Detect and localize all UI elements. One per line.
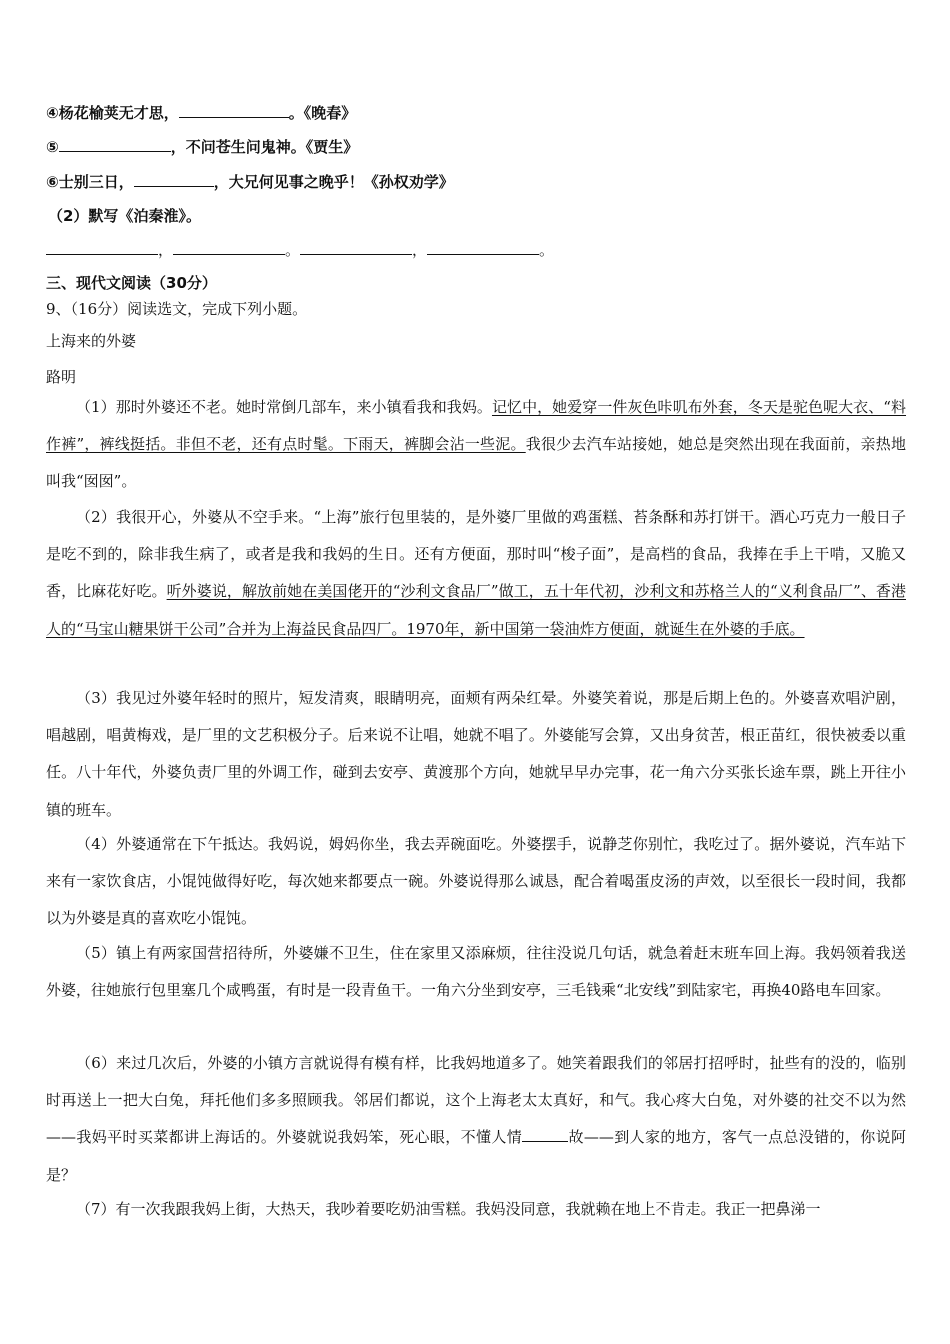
item-number: ⑤ (46, 138, 59, 156)
item-number: ④ (46, 104, 59, 122)
article-title: 上海来的外婆 (46, 332, 137, 350)
paragraph-text: 我很少去汽车站接她，她总是突然出现在我面前，亲热地叫我“囡囡”。 (46, 435, 906, 491)
article-paragraph-6 (46, 1045, 906, 1194)
article-paragraph-2 (46, 499, 906, 648)
article-paragraph-1 (46, 389, 906, 501)
item-text-post: ，不问苍生问鬼神。《贾生》 (170, 138, 359, 156)
comma: ， (412, 241, 428, 259)
answer-blank[interactable] (427, 240, 539, 255)
answer-blank[interactable] (59, 137, 171, 152)
answer-blank[interactable] (46, 240, 158, 255)
article-paragraph-4: （4）外婆通常在下午抵达。我妈说，姆妈你坐，我去弄碗面吃。外婆摆手，说静芝你别忙，我吃过了。据外婆说，汽车站下来有一家饮食店，小馄饨做得好吃，每次她来都要点一碗。外婆说得那么诚恳，配合着喝蛋皮汤的声效，以至很长一段时间，我都以为外婆是真的喜欢吃小馄饨。 (46, 835, 906, 928)
period: 。 (539, 241, 555, 259)
paragraph-text: （2）我很开心，外婆从不空手来。“上海”旅行包里装的，是外婆厂里做的鸡蛋糕、苔条酥和苏打饼干。酒心巧克力一般日子是吃不到的，除非我生病了，或者是我和我妈的生日。还有方便面，那时叫“梭子面”，是高档的食品，我捧在手上干啃，又脆又香，比麻花好吃。 (46, 508, 906, 601)
item-text-pre: 杨花榆荚无才思， (58, 104, 179, 122)
section-heading: 三、现代文阅读（30分） (46, 274, 217, 292)
answer-blank[interactable] (179, 103, 289, 118)
item-text-post: 。《晚春》 (288, 104, 357, 122)
answer-blank[interactable] (173, 240, 285, 255)
comma: ， (158, 241, 174, 259)
paragraph-text: （1）那时外婆还不老。她时常倒几部车，来小镇看我和我妈。 (76, 398, 492, 416)
article-paragraph-5: （5）镇上有两家国营招待所，外婆嫌不卫生，住在家里又添麻烦，往往没说几句话，就急着赶末班车回上海。我妈领着我送外婆，往她旅行包里塞几个咸鸭蛋，有时是一段青鱼干。一角六分坐到安亭，三毛钱乘“北安线”到陆家宅，再换40路电车回家。 (46, 944, 906, 1000)
item-text-post: ，大兄何见事之晚乎！《孙权劝学》 (213, 173, 454, 191)
recite-item-4 (46, 102, 356, 123)
underlined-sentence: 记忆中，她爱穿一件灰色咔叽布外套，冬天是驼色呢大衣、“料作裤”，裤线挺括。非但不老，还有点时髦。下雨天，裤脚会沾一些泥。 (46, 398, 907, 454)
question-9-prompt: 9、（16分）阅读选文，完成下列小题。 (46, 300, 308, 318)
paragraph-text: （6）来过几次后，外婆的小镇方言就说得有模有样，比我妈地道多了。她笑着跟我们的邻居打招呼时，扯些有的没的，临别时再送上一把大白兔，拜托他们多多照顾我。邻居们都说，这个上海老太太真好，和气。我心疼大白兔，对外婆的社交不以为然——我妈平时买菜都讲上海话的。外婆就说我妈笨，死心眼，不懂人情 (46, 1054, 906, 1147)
underlined-sentence: 听外婆说，解放前她在美国佬开的“沙利文食品厂”做工，五十年代初，沙利文和苏格兰人的“义利食品厂”、香港人的“马宝山糖果饼干公司”合并为上海益民食品四厂。1970年，新中国第一袋油炸方便面，就诞生在外婆的手底。 (46, 582, 906, 638)
article-author: 路明 (46, 368, 77, 386)
paragraph-text: 故——到人家的地方，客气一点总没错的，你说阿是？ (46, 1128, 906, 1184)
poem-blanks-row (46, 239, 554, 260)
answer-blank[interactable] (134, 172, 214, 187)
recite-item-5 (46, 136, 358, 157)
sub-question-2: （2）默写《泊秦淮》。 (48, 207, 201, 225)
article-paragraph-7: （7）有一次我跟我妈上街，大热天，我吵着要吃奶油雪糕。我妈没同意，我就赖在地上不肯走。我正一把鼻涕一 (76, 1200, 821, 1218)
recite-item-6 (46, 171, 454, 192)
answer-blank[interactable] (522, 1127, 568, 1142)
item-number: ⑥ (46, 173, 59, 191)
period: 。 (285, 241, 301, 259)
answer-blank[interactable] (300, 240, 412, 255)
item-text-pre: 士别三日， (58, 173, 134, 191)
article-paragraph-3: （3）我见过外婆年轻时的照片，短发清爽，眼睛明亮，面颊有两朵红晕。外婆笑着说，那是后期上色的。外婆喜欢唱沪剧，唱越剧，唱黄梅戏，是厂里的文艺积极分子。后来说不让唱，她就不唱了。外婆能写会算，又出身贫苦，根正苗红，很快被委以重任。八十年代，外婆负责厂里的外调工作，碰到去安亭、黄渡那个方向，她就早早办完事，花一角六分买张长途车票，跳上开往小镇的班车。 (46, 689, 906, 819)
